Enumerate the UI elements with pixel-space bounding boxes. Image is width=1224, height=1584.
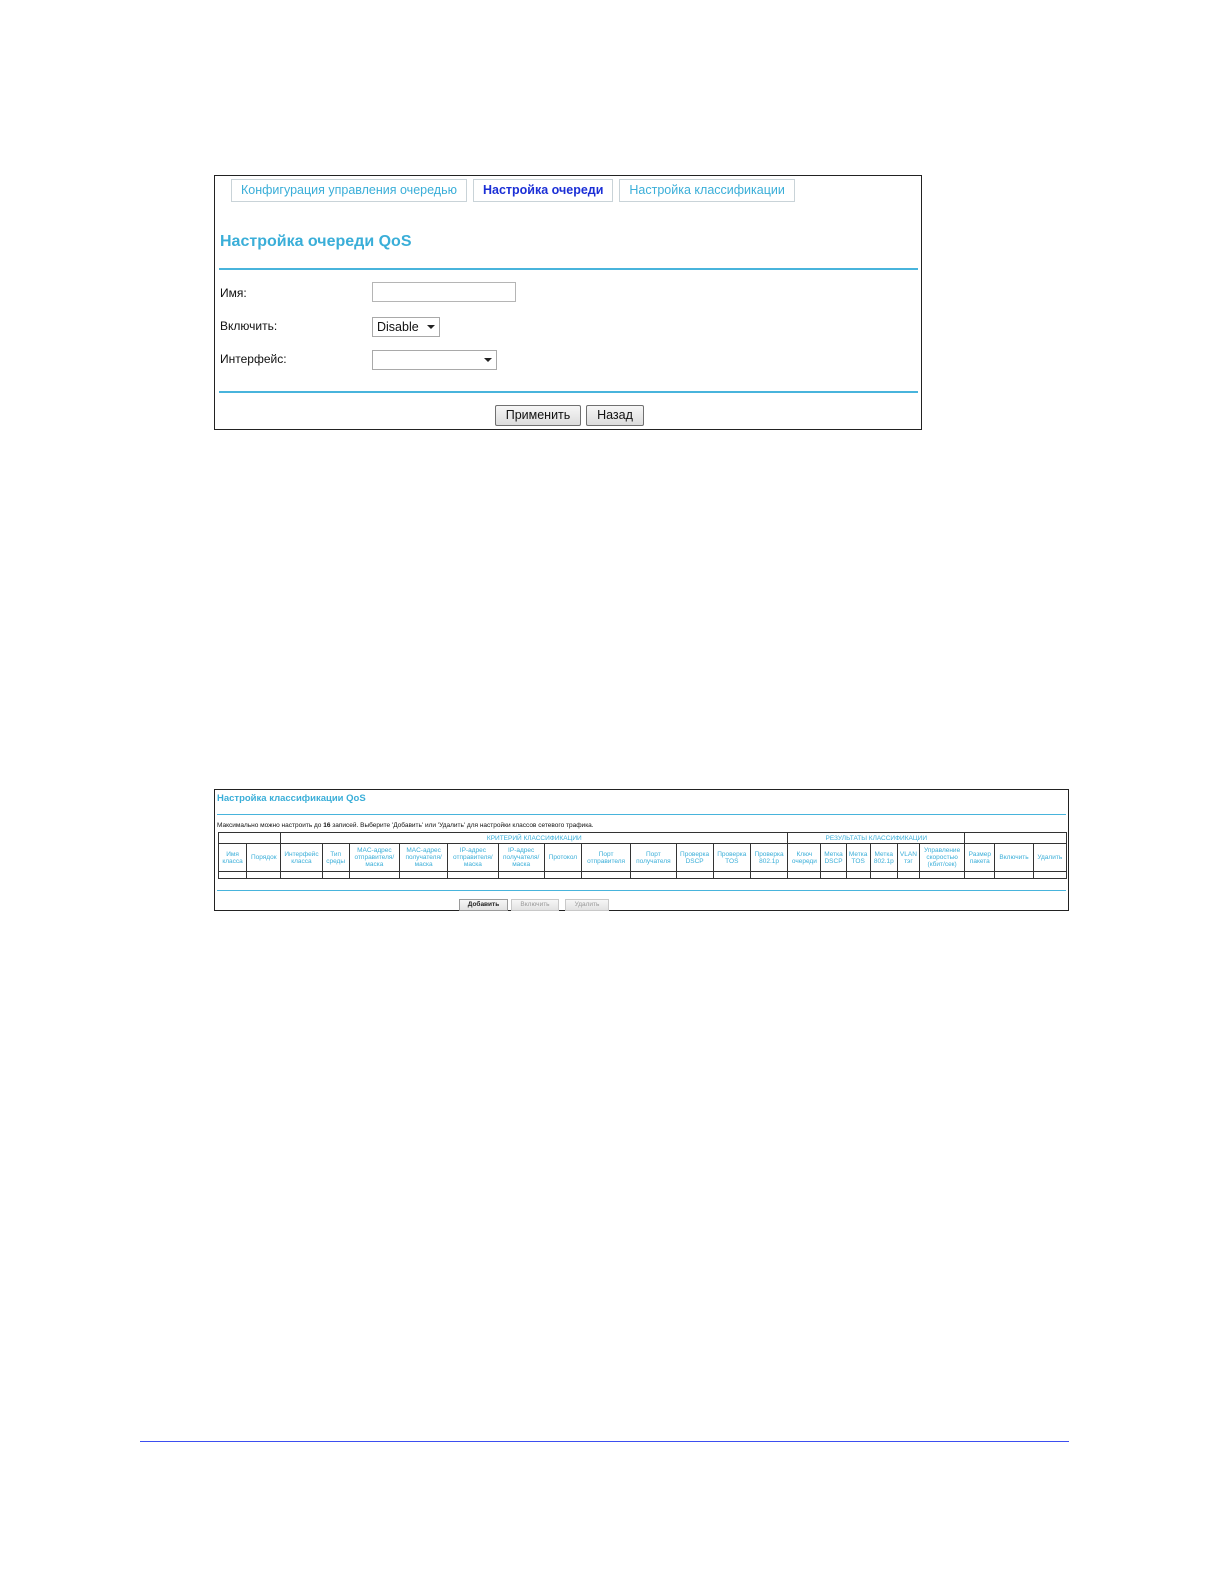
col-order: Порядок bbox=[247, 844, 281, 872]
col-rate-control: Управление скоростью (кбит/сек) bbox=[919, 844, 964, 872]
results-group-header: РЕЗУЛЬТАТЫ КЛАССИФИКАЦИИ bbox=[788, 833, 965, 844]
col-dscp-check: Проверка DSCP bbox=[676, 844, 713, 872]
page-title: Настройка очереди QoS bbox=[220, 233, 412, 250]
info-count: 16 bbox=[323, 822, 331, 829]
name-label: Имя: bbox=[220, 286, 247, 300]
col-dst-port: Порт получателя bbox=[631, 844, 676, 872]
column-header-row bbox=[219, 844, 1067, 872]
col-queue-key: Ключ очереди bbox=[788, 844, 821, 872]
group-header-blank bbox=[219, 833, 281, 844]
chevron-down-icon bbox=[427, 325, 435, 329]
col-delete: Удалить bbox=[1033, 844, 1066, 872]
tab-classification-setup[interactable]: Настройка классификации bbox=[619, 179, 794, 202]
criteria-group-header: КРИТЕРИЙ КЛАССИФИКАЦИИ bbox=[281, 833, 788, 844]
tab-queue-setup[interactable]: Настройка очереди bbox=[473, 179, 613, 202]
col-src-mac: MAC-адрес отправителя/ маска bbox=[349, 844, 399, 872]
divider bbox=[219, 268, 918, 270]
col-8021p-mark: Метка 802.1p bbox=[870, 844, 897, 872]
group-header-row bbox=[219, 833, 1067, 844]
col-enable: Включить bbox=[995, 844, 1033, 872]
enable-select[interactable] bbox=[372, 317, 440, 337]
col-class-interface: Интерфейс класса bbox=[281, 844, 322, 872]
queue-setup-panel bbox=[214, 175, 922, 430]
back-button[interactable]: Назад bbox=[586, 405, 644, 426]
col-dst-mac: MAC-адрес получателя/ маска bbox=[399, 844, 447, 872]
col-protocol: Протокол bbox=[544, 844, 581, 872]
classification-title: Настройка классификации QoS bbox=[217, 793, 366, 804]
col-src-port: Порт отправителя bbox=[581, 844, 630, 872]
enable-label: Включить: bbox=[220, 319, 278, 333]
add-button[interactable]: Добавить bbox=[459, 899, 508, 911]
info-suffix: записей. Выберите 'Добавить' или 'Удалить' для настройки классов сетевого трафика. bbox=[330, 822, 594, 829]
chevron-down-icon bbox=[484, 358, 492, 362]
col-dscp-mark: Метка DSCP bbox=[821, 844, 846, 872]
interface-select[interactable] bbox=[372, 350, 497, 370]
group-header-blank bbox=[965, 833, 1067, 844]
info-text bbox=[217, 822, 594, 829]
apply-button[interactable]: Применить bbox=[495, 405, 581, 426]
col-8021p-check: Проверка 802.1p bbox=[750, 844, 787, 872]
col-ether-type: Тип среды bbox=[322, 844, 349, 872]
table-row bbox=[219, 872, 1067, 879]
classification-setup-panel bbox=[214, 789, 1069, 911]
tab-queue-management-config[interactable]: Конфигурация управления очередью bbox=[231, 179, 467, 202]
interface-label: Интерфейс: bbox=[220, 352, 287, 366]
name-input[interactable] bbox=[372, 282, 516, 302]
delete-button[interactable]: Удалить bbox=[565, 899, 609, 911]
info-prefix: Максимально можно настроить до bbox=[217, 822, 324, 829]
footer-divider bbox=[140, 1441, 1069, 1442]
tab-bar bbox=[231, 179, 795, 202]
classification-table bbox=[218, 832, 1067, 879]
divider bbox=[217, 814, 1066, 815]
divider bbox=[217, 890, 1066, 891]
divider bbox=[219, 391, 918, 393]
enable-button[interactable]: Включить bbox=[511, 899, 559, 911]
enable-select-value: Disable bbox=[377, 320, 419, 334]
col-src-ip: IP-адрес отправителя/ маска bbox=[448, 844, 498, 872]
col-tos-mark: Метка TOS bbox=[846, 844, 870, 872]
col-dst-ip: IP-адрес получателя/ маска bbox=[498, 844, 544, 872]
col-class-name: Имя класса bbox=[219, 844, 247, 872]
col-packet-size: Размер пакета bbox=[965, 844, 995, 872]
col-tos-check: Проверка TOS bbox=[713, 844, 750, 872]
col-vlan-tag: VLAN тэг bbox=[897, 844, 919, 872]
